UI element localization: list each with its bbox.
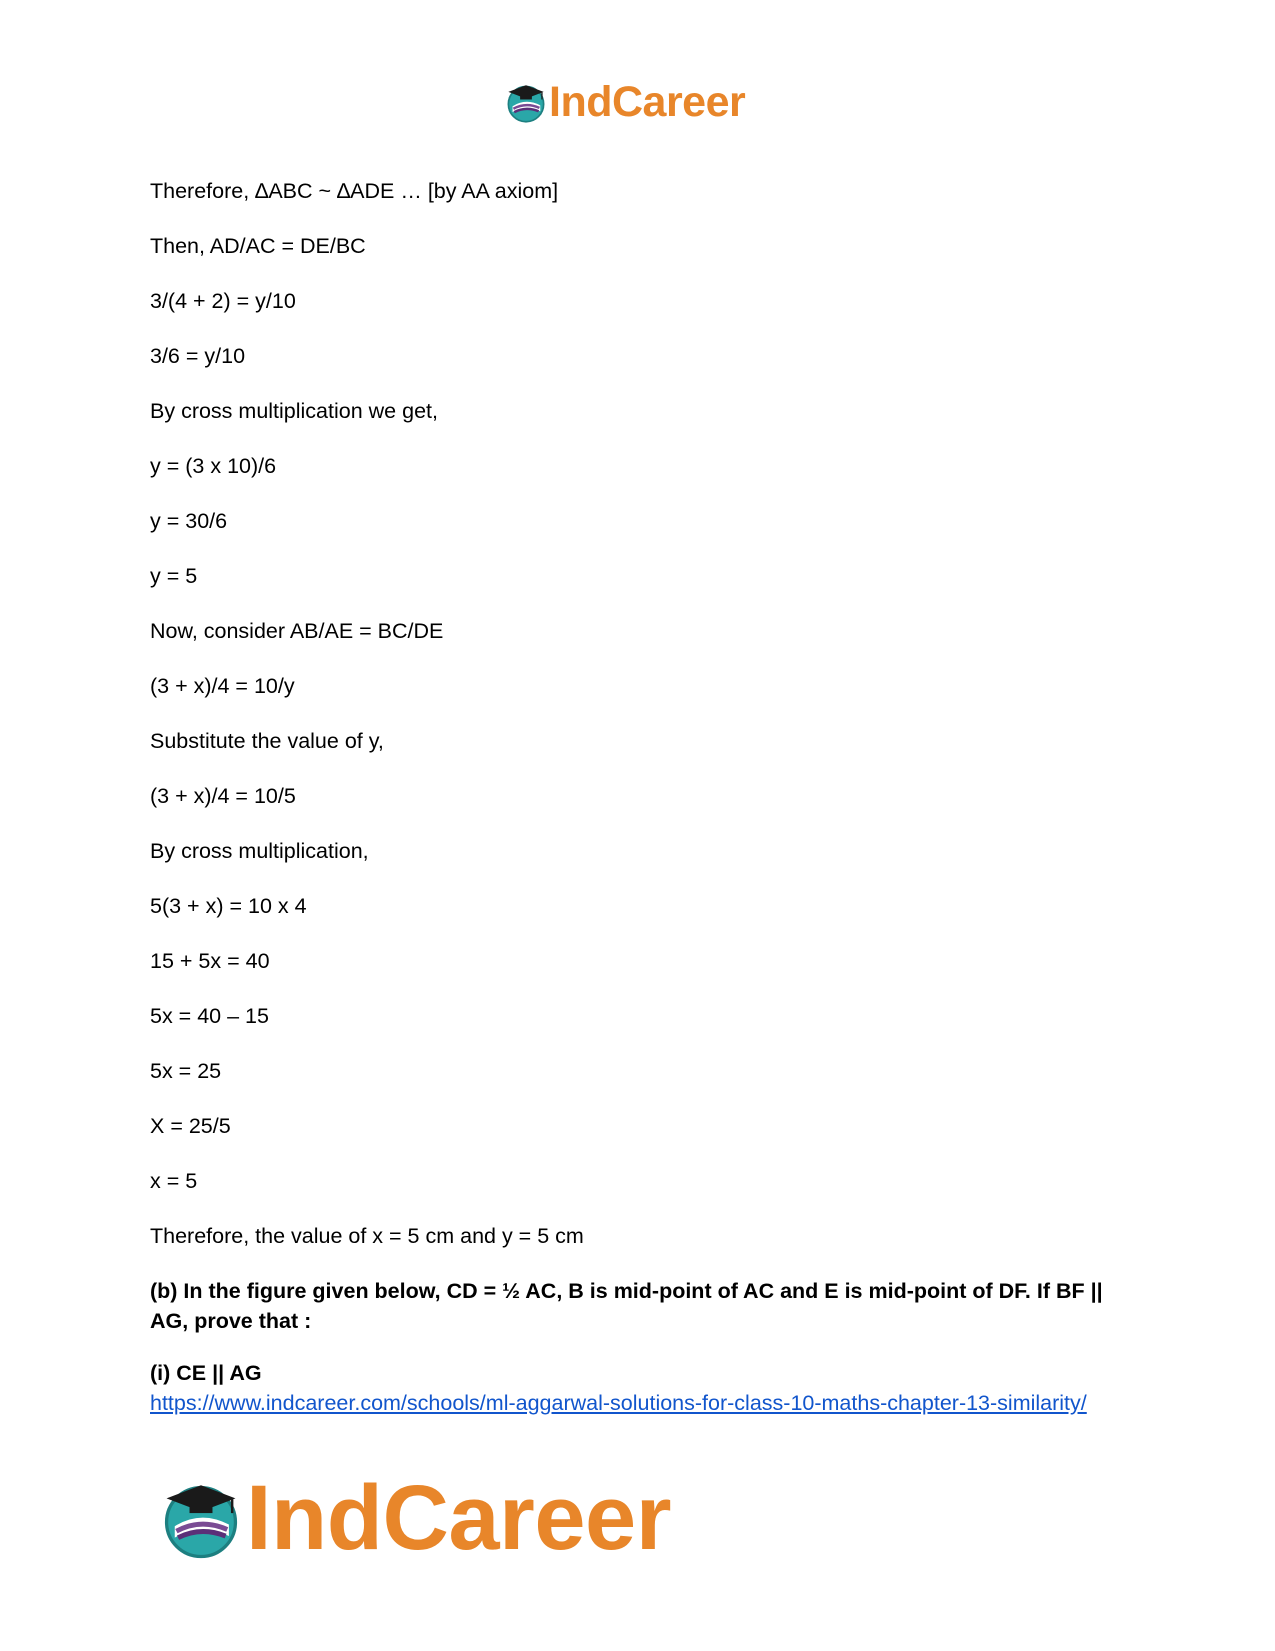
text-line: By cross multiplication,	[150, 839, 369, 863]
text-line: Therefore, ∆ABC ~ ∆ADE … [by AA axiom]	[150, 179, 559, 203]
text-line: 3/(4 + 2) = y/10	[150, 289, 296, 313]
text-line: x = 5	[150, 1169, 198, 1193]
text-line: Then, AD/AC = DE/BC	[150, 234, 366, 258]
graduation-cap-globe-icon	[505, 81, 547, 123]
text-line: Substitute the value of y,	[150, 729, 384, 753]
text-line: (3 + x)/4 = 10/y	[150, 674, 295, 698]
text-line: y = 30/6	[150, 509, 228, 533]
text-line: y = 5	[150, 564, 198, 588]
source-link[interactable]: https://www.indcareer.com/schools/ml-aggarwal-solutions-for-class-10-maths-chapter-13-similarity/	[150, 1391, 1087, 1415]
footer-logo	[160, 1468, 671, 1568]
text-line: 15 + 5x = 40	[150, 949, 270, 973]
text-line: 5(3 + x) = 10 x 4	[150, 894, 307, 918]
question-heading: (b) In the figure given below, CD = ½ AC, B is mid-point of AC and E is mid-point of DF. If BF || AG, prove that :	[150, 1279, 1103, 1333]
text-line: Now, consider AB/AE = BC/DE	[150, 619, 444, 643]
graduation-cap-globe-icon	[160, 1477, 242, 1559]
text-line: By cross multiplication we get,	[150, 399, 438, 423]
text-line: (3 + x)/4 = 10/5	[150, 784, 296, 808]
question-part-heading: (i) CE || AG	[150, 1361, 262, 1385]
text-line: y = (3 x 10)/6	[150, 454, 277, 478]
text-line: 3/6 = y/10	[150, 344, 246, 368]
text-line: 5x = 40 – 15	[150, 1004, 269, 1028]
document-body	[150, 176, 1130, 1418]
text-line: Therefore, the value of x = 5 cm and y = 5 cm	[150, 1224, 584, 1248]
text-line: 5x = 25	[150, 1059, 222, 1083]
header-logo	[505, 78, 745, 126]
footer-logo-text: IndCareer	[246, 1467, 671, 1569]
text-line: X = 25/5	[150, 1114, 231, 1138]
header-logo-text: IndCareer	[549, 78, 746, 126]
